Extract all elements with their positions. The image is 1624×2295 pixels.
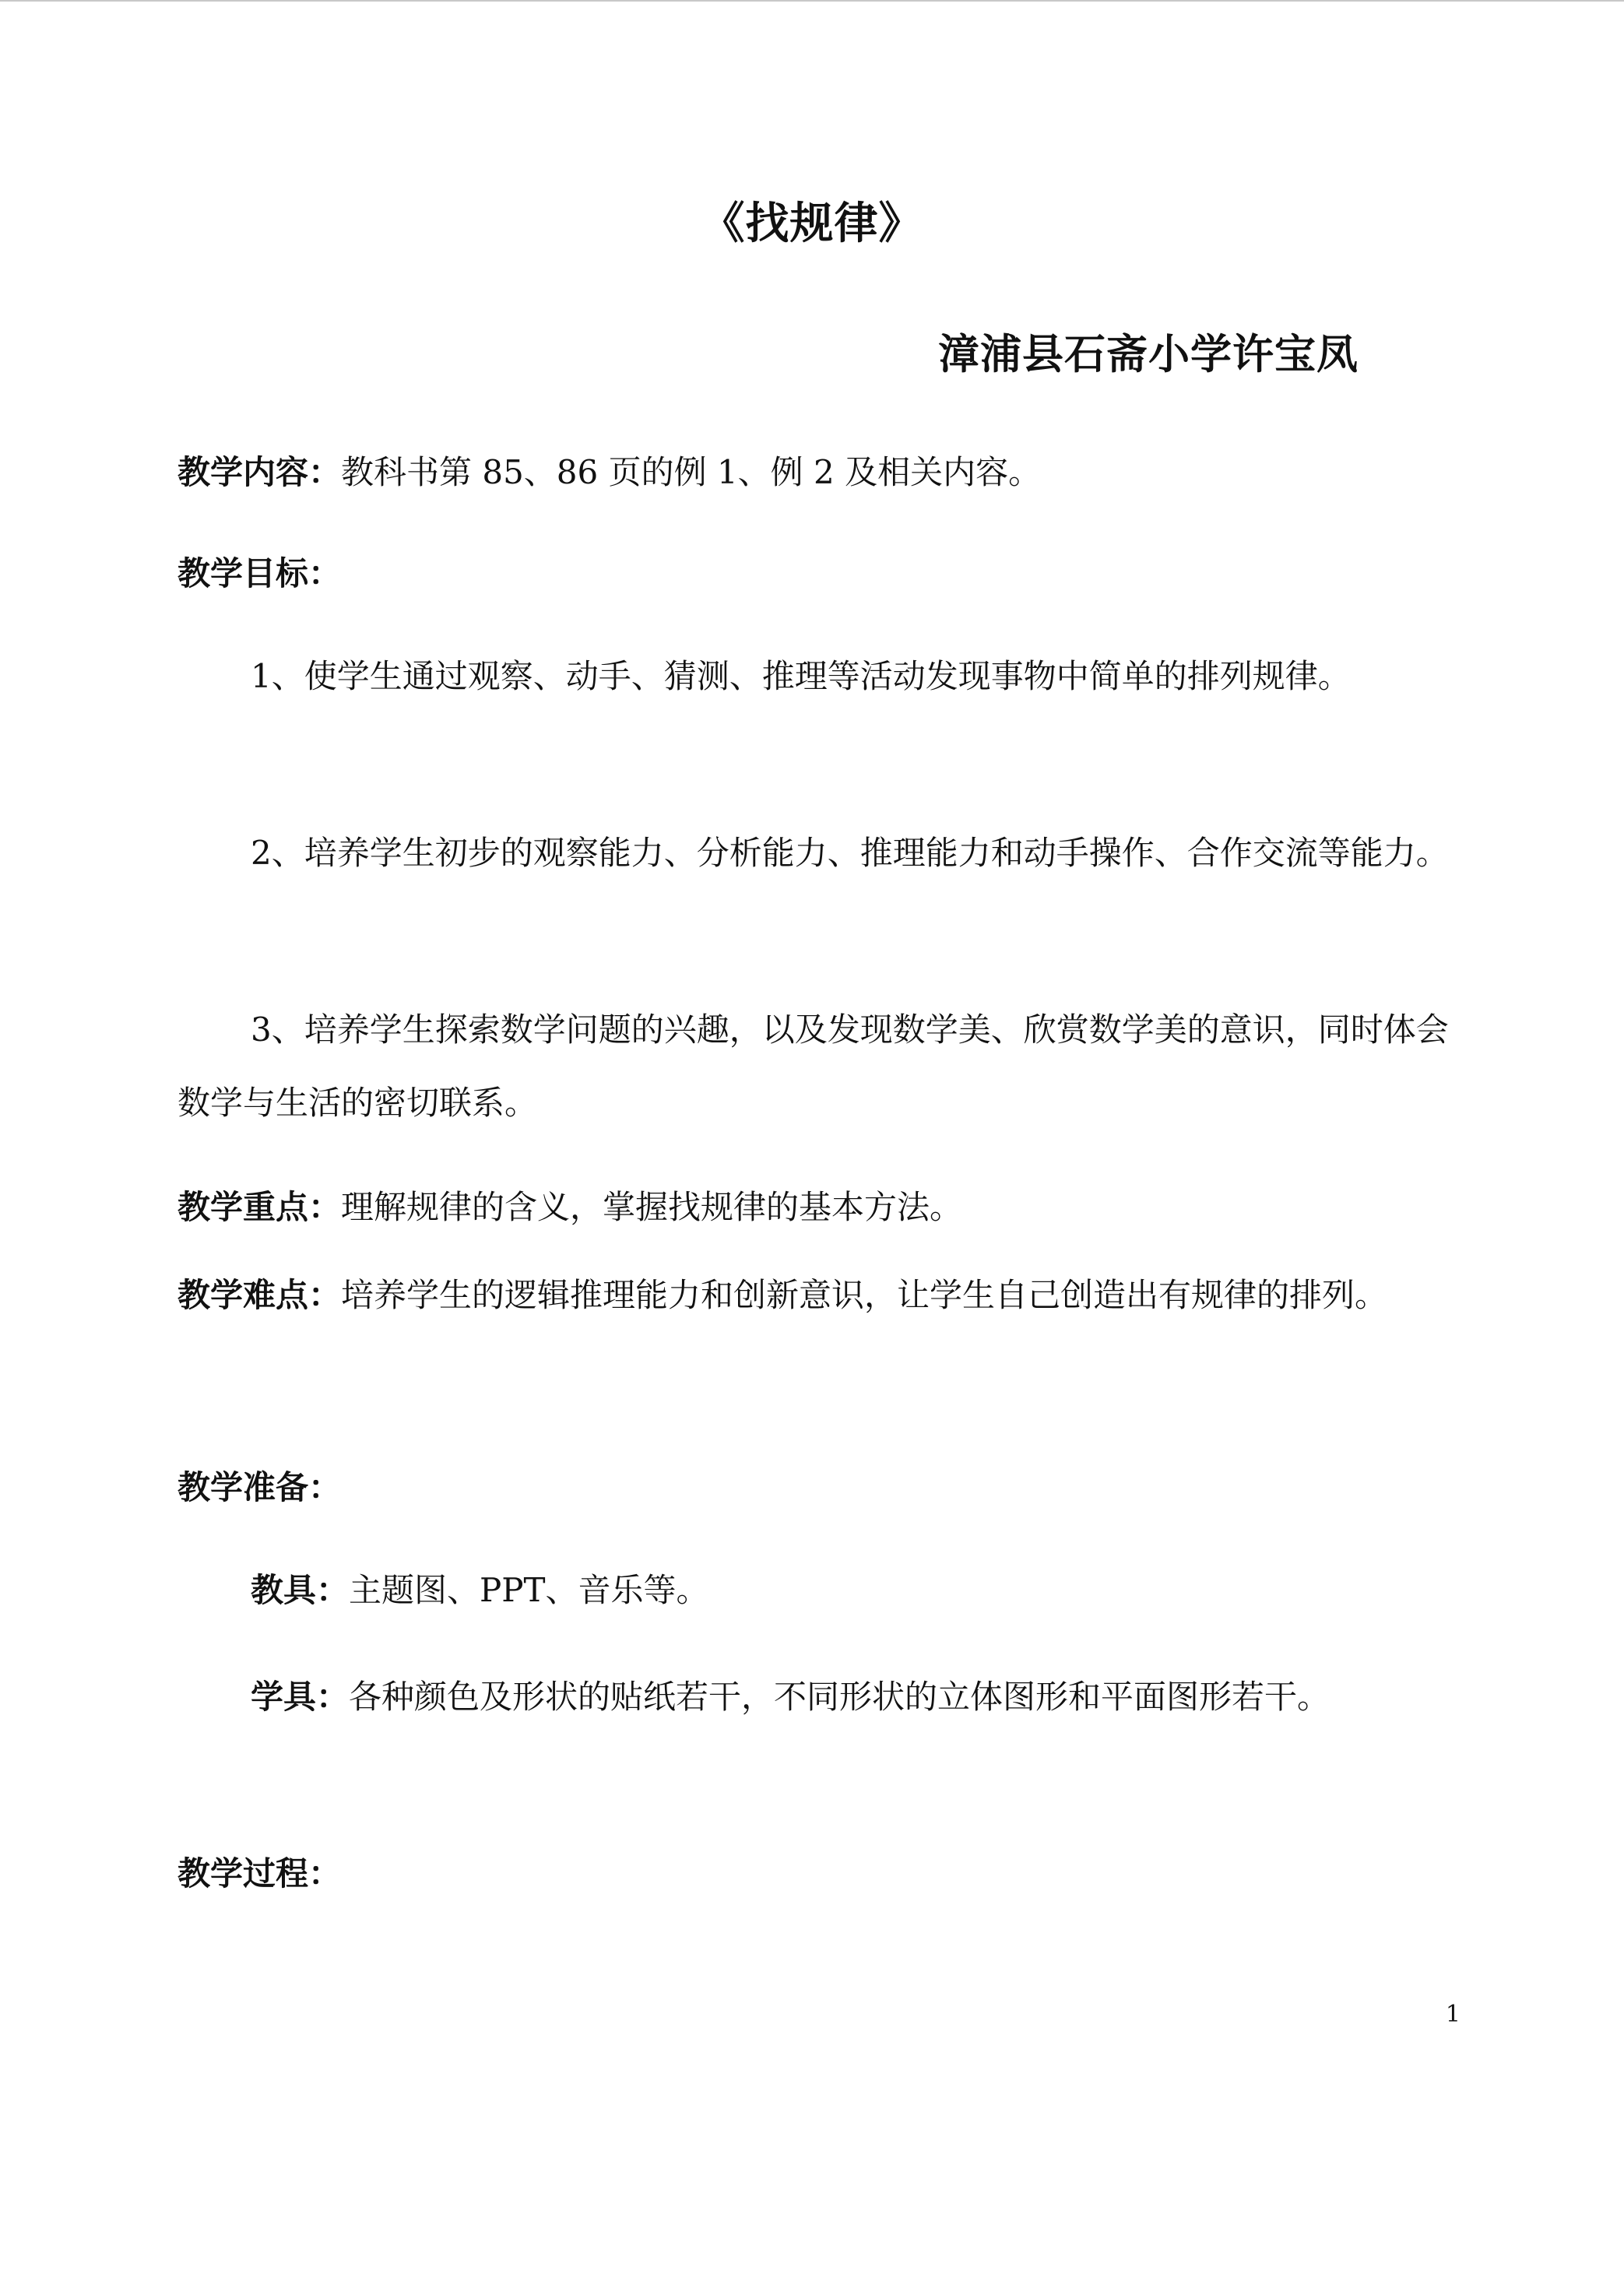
key-point-paragraph: [178, 1171, 1454, 1244]
teaching-content-paragraph: [178, 436, 1454, 509]
preparation-label: 教学准备：: [178, 1468, 342, 1506]
key-point-label: 教学重点：: [178, 1188, 342, 1226]
process-heading: [178, 1837, 1454, 1910]
student-tools-label: 学具：: [251, 1678, 350, 1716]
difficulty-label: 教学难点：: [178, 1276, 342, 1314]
document-title: 《找规律》: [701, 199, 923, 249]
teaching-content-text: 教科书第 85、86 页的例 1、例 2 及相关内容。: [341, 453, 1042, 491]
process-label: 教学过程：: [178, 1854, 342, 1893]
preparation-heading: [178, 1451, 1454, 1524]
teaching-objectives-heading: [178, 537, 1454, 610]
teacher-tools-text: 主题图、PPT、音乐等。: [349, 1571, 709, 1609]
objective-item-2: 2、培养学生初步的观察能力、分析能力、推理能力和动手操作、合作交流等能力。: [251, 834, 1449, 872]
teaching-content-label: 教学内容：: [178, 453, 342, 491]
teacher-tools-label: 教具：: [251, 1571, 350, 1609]
teaching-objectives-label: 教学目标：: [178, 554, 342, 592]
student-tools-paragraph: [178, 1661, 1454, 1734]
key-point-text: 理解规律的含义，掌握找规律的基本方法。: [341, 1188, 963, 1226]
difficulty-paragraph: [178, 1259, 1454, 1332]
difficulty-text: 培养学生的逻辑推理能力和创新意识，让学生自己创造出有规律的排列。: [341, 1276, 1388, 1314]
author-line: 漳浦县石斋小学许宝凤: [938, 331, 1359, 378]
objective-item-1: 1、使学生通过观察、动手、猜测、推理等活动发现事物中简单的排列规律。: [251, 657, 1351, 695]
student-tools-text: 各种颜色及形状的贴纸若干，不同形状的立体图形和平面图形若干。: [349, 1678, 1330, 1716]
page-number: 1: [1445, 2001, 1461, 2028]
teacher-tools-paragraph: [178, 1554, 1454, 1627]
objective-item-3: 3、培养学生探索数学问题的兴趣，以及发现数学美、欣赏数学美的意识，同时体会数学与生活的密切联系。: [178, 1010, 1449, 1122]
